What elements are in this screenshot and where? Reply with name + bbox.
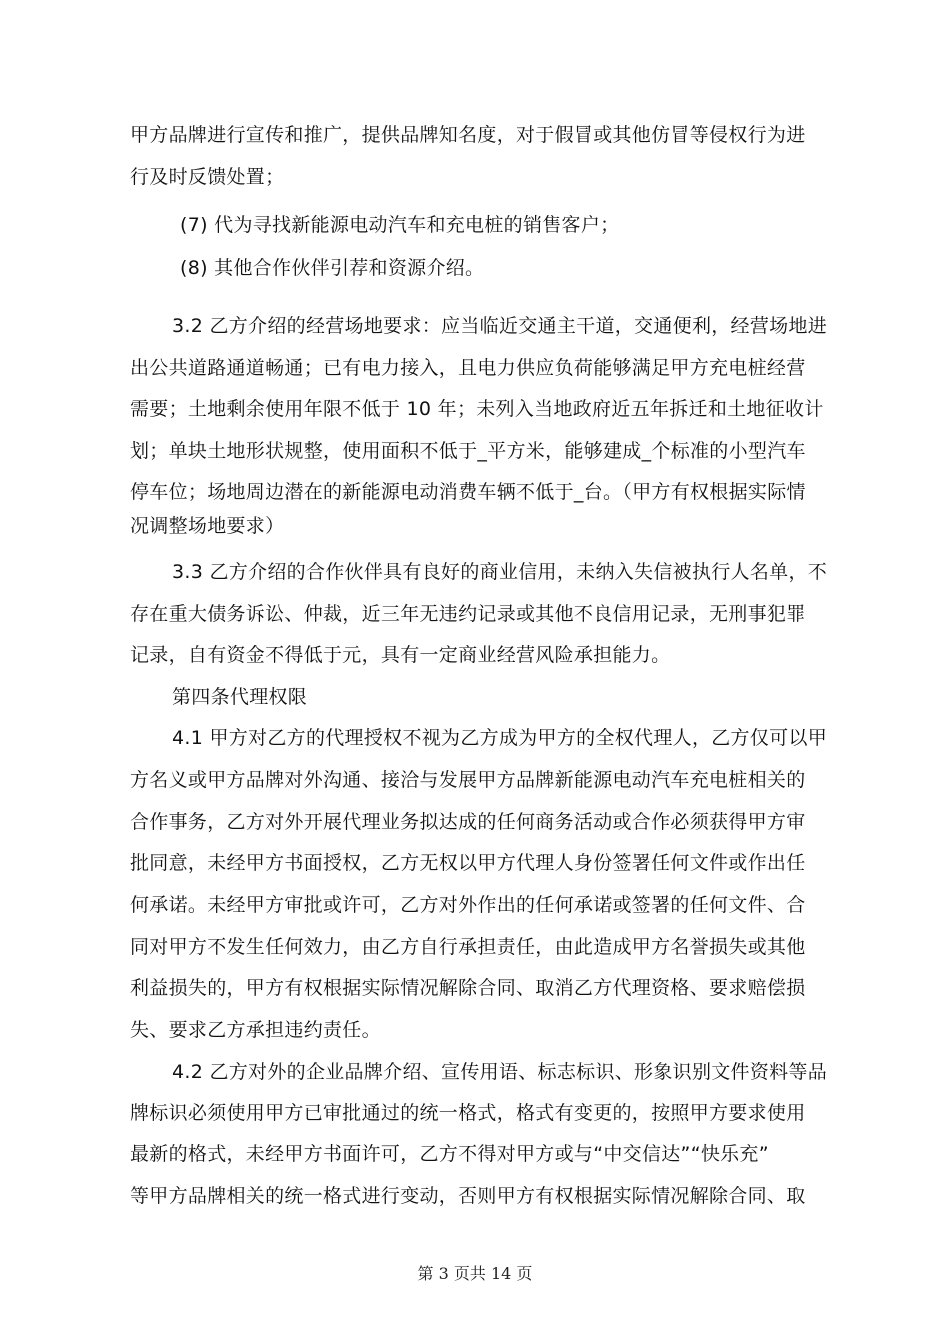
clause-4-1: 4.1 甲方对乙方的代理授权不视为乙方成为甲方的全权代理人，乙方仅可以甲 — [172, 727, 828, 749]
paragraph-line: 行及时反馈处置； — [130, 166, 285, 188]
paragraph-line: 划；单块土地形状规整，使用面积不低于_平方米，能够建成_个标准的小型汽车 — [130, 440, 806, 462]
paragraph-line: 停车位；场地周边潜在的新能源电动消费车辆不低于_台。（甲方有权根据实际情 — [130, 481, 806, 503]
clause-3-3: 3.3 乙方介绍的合作伙伴具有良好的商业信用，未纳入失信被执行人名单，不 — [172, 561, 828, 583]
page-number-footer: 第 3 页共 14 页 — [417, 1264, 533, 1283]
paragraph-line: 批同意，未经甲方书面授权，乙方无权以甲方代理人身份签署任何文件或作出任 — [130, 852, 806, 874]
paragraph-line: 出公共道路通道畅通；已有电力接入，且电力供应负荷能够满足甲方充电桩经营 — [130, 357, 806, 379]
paragraph-line: 失、要求乙方承担违约责任。 — [130, 1019, 381, 1041]
paragraph-line: 况调整场地要求） — [130, 515, 285, 537]
paragraph-line: 需要；土地剩余使用年限不低于 10 年；未列入当地政府近五年拆迁和土地征收计 — [130, 398, 824, 420]
paragraph-line: 记录，自有资金不得低于元，具有一定商业经营风险承担能力。 — [130, 644, 671, 666]
paragraph-line: 甲方品牌进行宣传和推广，提供品牌知名度，对于假冒或其他仿冒等侵权行为进 — [130, 124, 806, 146]
paragraph-line: 利益损失的，甲方有权根据实际情况解除合同、取消乙方代理资格、要求赔偿损 — [130, 977, 806, 999]
paragraph-line: 方名义或甲方品牌对外沟通、接洽与发展甲方品牌新能源电动汽车充电桩相关的 — [130, 769, 806, 791]
section-heading: 第四条代理权限 — [172, 686, 308, 708]
clause-3-2: 3.2 乙方介绍的经营场地要求：应当临近交通主干道，交通便利，经营场地进 — [172, 315, 828, 337]
paragraph-line: 同对甲方不发生任何效力，由乙方自行承担责任，由此造成甲方名誉损失或其他 — [130, 936, 806, 958]
paragraph-line: 何承诺。未经甲方审批或许可，乙方对外作出的任何承诺或签署的任何文件、合 — [130, 894, 806, 916]
paragraph-line: 合作事务，乙方对外开展代理业务拟达成的任何商务活动或合作必须获得甲方审 — [130, 811, 806, 833]
list-item-7: (7) 代为寻找新能源电动汽车和充电桩的销售客户； — [180, 214, 620, 236]
paragraph-line: 等甲方品牌相关的统一格式进行变动，否则甲方有权根据实际情况解除合同、取 — [130, 1185, 806, 1207]
paragraph-line: 最新的格式，未经甲方书面许可，乙方不得对甲方或与“中交信达”“快乐充” — [130, 1143, 769, 1165]
paragraph-line: 存在重大债务诉讼、仲裁，近三年无违约记录或其他不良信用记录，无刑事犯罪 — [130, 603, 806, 625]
clause-4-2: 4.2 乙方对外的企业品牌介绍、宣传用语、标志标识、形象识别文件资料等品 — [172, 1061, 828, 1083]
paragraph-line: 牌标识必须使用甲方已审批通过的统一格式，格式有变更的，按照甲方要求使用 — [130, 1102, 806, 1124]
list-item-8: (8) 其他合作伙伴引荐和资源介绍。 — [180, 257, 485, 279]
